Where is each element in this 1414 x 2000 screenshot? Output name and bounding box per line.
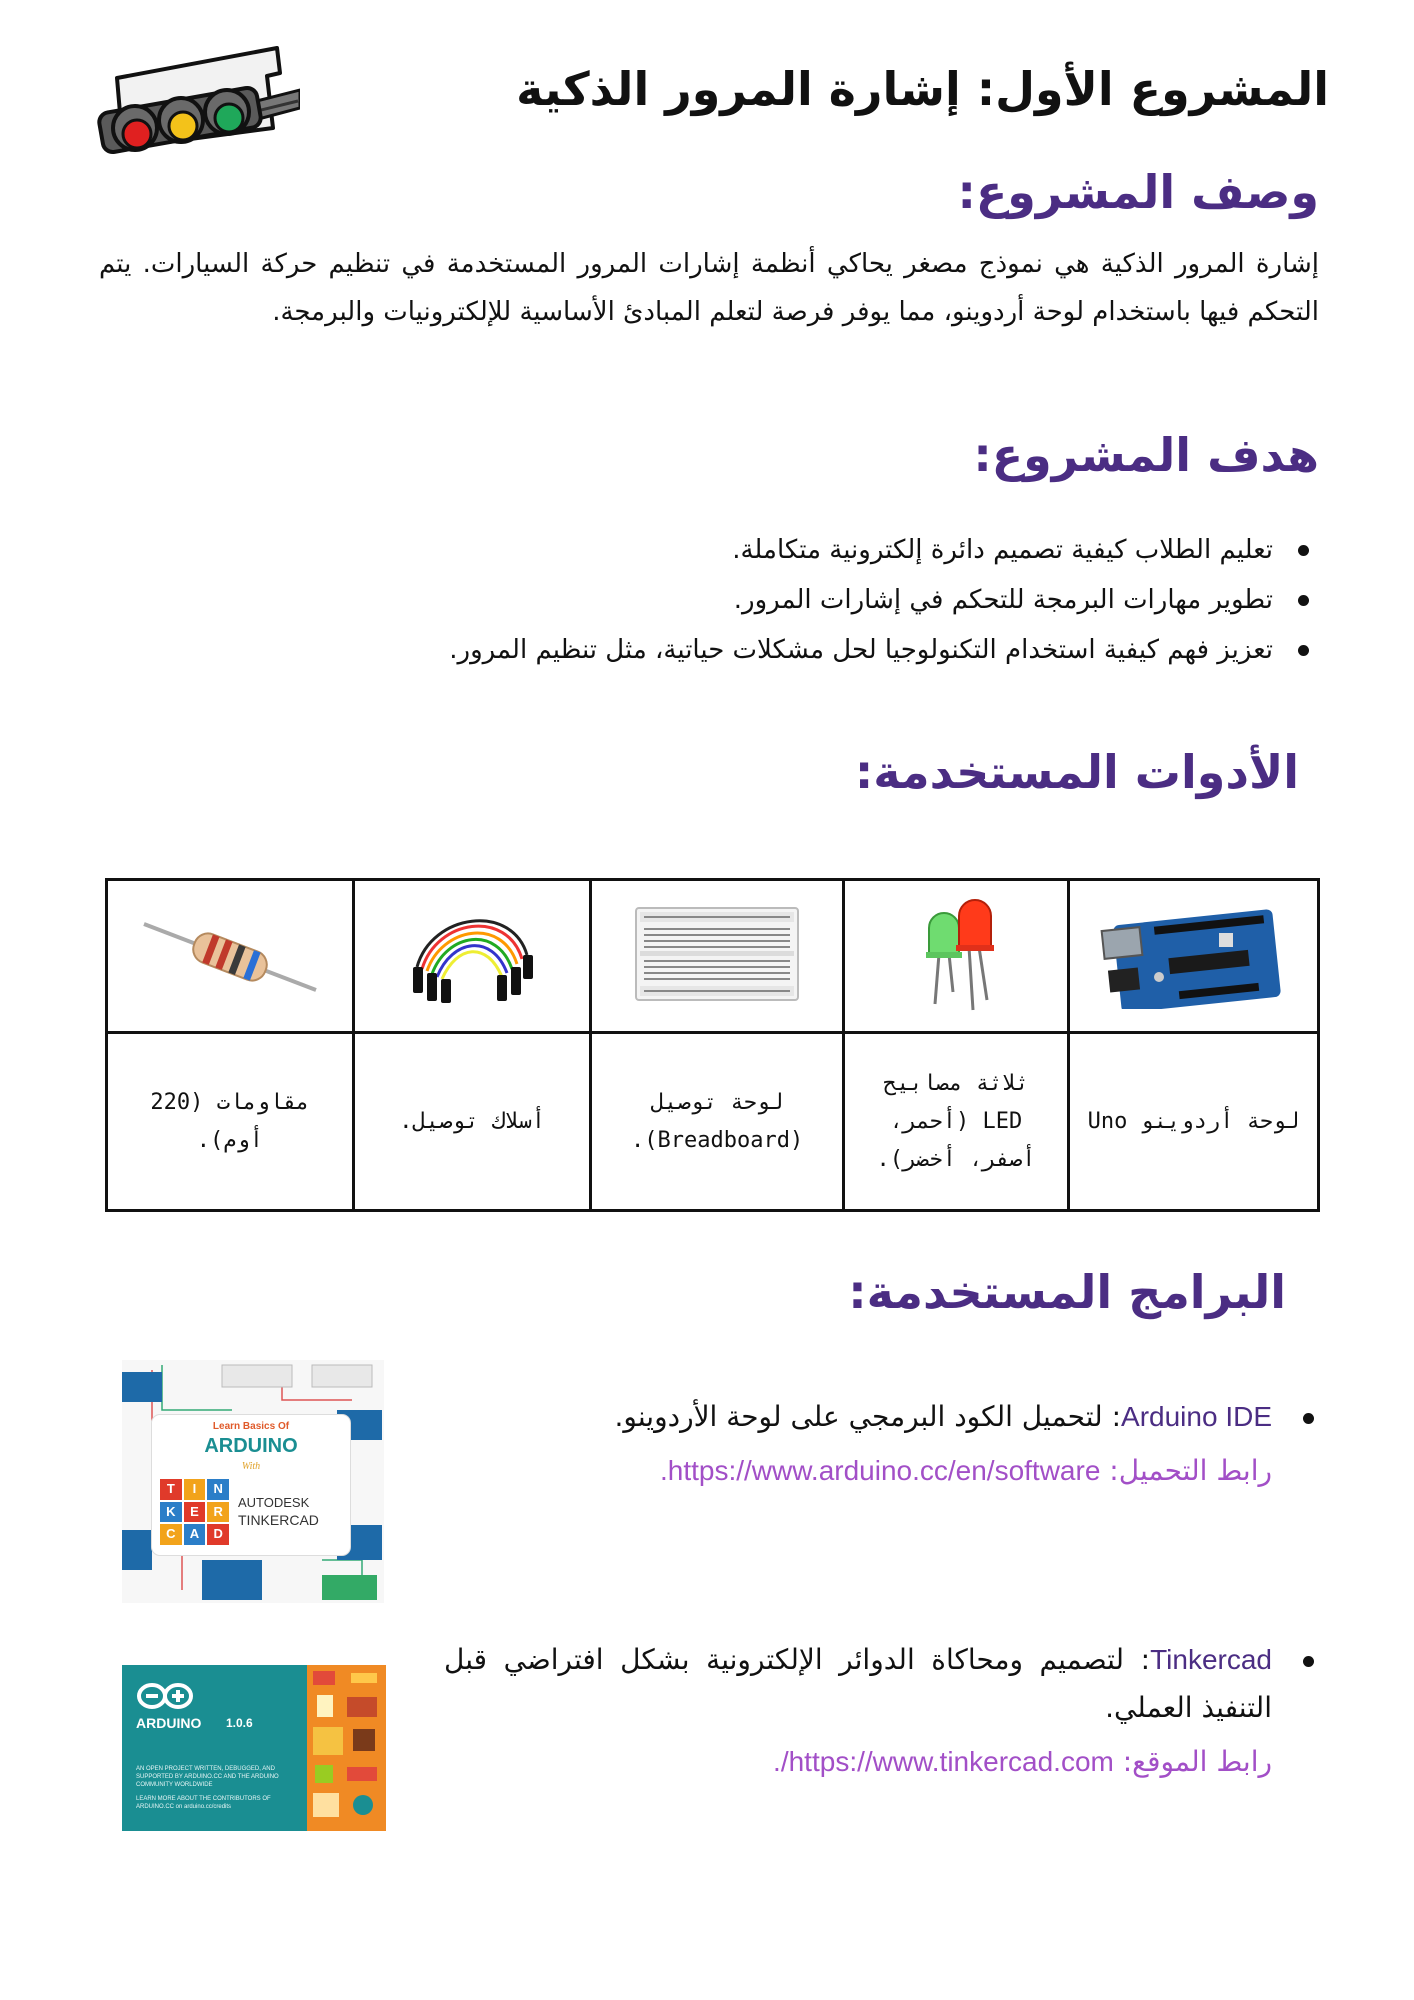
software-desc: : لتحميل الكود البرمجي على لوحة الأردوينو. — [614, 1400, 1122, 1433]
tool-label-arduino: لوحة أردوينو Uno — [1069, 1033, 1319, 1211]
bullet-icon — [1303, 1656, 1314, 1667]
logo-tile: A — [184, 1524, 206, 1545]
logo-tile: T — [160, 1479, 182, 1500]
list-item: تعزيز فهم كيفية استخدام التكنولوجيا لحل مشكلات حياتية، مثل تنظيم المرور. — [119, 625, 1319, 675]
bullet-icon — [1303, 1413, 1314, 1424]
logo-tile: N — [207, 1479, 229, 1500]
traffic-light-icon — [95, 38, 300, 173]
list-item: تطوير مهارات البرمجة للتحكم في إشارات المرور. — [119, 575, 1319, 625]
logo-tile: E — [184, 1502, 206, 1523]
software-item-arduino-ide — [514, 1393, 1314, 1495]
arduino-contributors-text: LEARN MORE ABOUT THE CONTRIBUTORS OF ARDUINO.CC on arduino.cc/credits — [136, 1796, 271, 1810]
jumper-wires-icon — [397, 899, 547, 1009]
course-with: With — [241, 1461, 261, 1472]
logo-tile: I — [184, 1479, 206, 1500]
description-heading: وصف المشروع: — [957, 165, 1319, 219]
arduino-ide-splash-thumbnail — [122, 1665, 386, 1831]
resistor-icon — [140, 904, 320, 1004]
page-title: المشروع الأول: إشارة المرور الذكية — [516, 62, 1329, 116]
tinkercad-course-thumbnail — [122, 1360, 384, 1603]
logo-tile: K — [160, 1502, 182, 1523]
tools-cell-breadboard — [591, 880, 843, 1033]
tool-label-breadboard: لوحة توصيل (Breadboard). — [591, 1033, 843, 1211]
software-desc: : لتصميم ومحاكاة الدوائر الإلكترونية بشكل افتراضي قبل التنفيذ العملي. — [444, 1643, 1272, 1724]
arduino-version: 1.0.6 — [226, 1716, 253, 1730]
software-name: Tinkercad — [1150, 1644, 1272, 1675]
tool-label-led: ثلاثة مصابيح LED (أحمر، أصفر، أخضر). — [843, 1033, 1068, 1211]
logo-tile: R — [207, 1502, 229, 1523]
tools-cell-led — [843, 880, 1068, 1033]
tools-cell-arduino — [1069, 880, 1319, 1033]
tool-label-wires: أسلاك توصيل. — [353, 1033, 591, 1211]
goals-heading: هدف المشروع: — [973, 428, 1319, 482]
arduino-credits-text: AN OPEN PROJECT WRITTEN, DEBUGGED, AND SUPPORTED BY ARDUINO.CC AND THE ARDUINO COMMUNITY WORLDWIDE — [136, 1766, 279, 1788]
components-pattern-icon — [307, 1665, 386, 1831]
software-item-tinkercad — [444, 1636, 1314, 1786]
course-card — [152, 1415, 350, 1555]
breadboard-icon — [632, 904, 802, 1004]
tinkercad-logo — [160, 1479, 229, 1545]
arduino-infinity-logo-icon — [136, 1681, 196, 1711]
tools-cell-wires — [353, 880, 591, 1033]
download-link[interactable]: https://www.arduino.cc/en/software. — [659, 1455, 1101, 1486]
tools-cell-resistor — [107, 880, 354, 1033]
course-subtitle: Learn Basics Of — [212, 1421, 290, 1432]
arduino-logo-text: ARDUINO — [136, 1715, 202, 1731]
logo-tile: D — [207, 1524, 229, 1545]
tools-table — [105, 878, 1320, 1212]
software-name: Arduino IDE — [1121, 1401, 1272, 1432]
link-label: رابط التحميل: — [1100, 1454, 1272, 1487]
logo-tile: C — [160, 1524, 182, 1545]
website-link[interactable]: https://www.tinkercad.com/. — [773, 1746, 1114, 1777]
arduino-board-icon — [1099, 899, 1289, 1009]
tinkercad-label: TINKERCAD — [238, 1512, 319, 1528]
led-icon — [901, 892, 1011, 1017]
link-label: رابط الموقع: — [1113, 1745, 1272, 1778]
software-heading: البرامج المستخدمة: — [848, 1265, 1286, 1319]
description-text: إشارة المرور الذكية هي نموذج مصغر يحاكي أنظمة إشارات المرور المستخدمة في تنظيم حركة السيارات. يتم التحكم فيها باستخدام لوحة أردوينو، مما يوفر فرصة لتعلم المبادئ الأساسية للإلكترونيات والبرمجة. — [99, 249, 1319, 327]
tool-label-resistor: مقاومات (220 أوم). — [107, 1033, 354, 1211]
tools-heading: الأدوات المستخدمة: — [854, 745, 1299, 799]
course-title: ARDUINO — [204, 1435, 298, 1457]
list-item: تعليم الطلاب كيفية تصميم دائرة إلكترونية متكاملة. — [119, 525, 1319, 575]
autodesk-label: AUTODESK — [238, 1495, 310, 1510]
goals-list — [119, 525, 1319, 675]
